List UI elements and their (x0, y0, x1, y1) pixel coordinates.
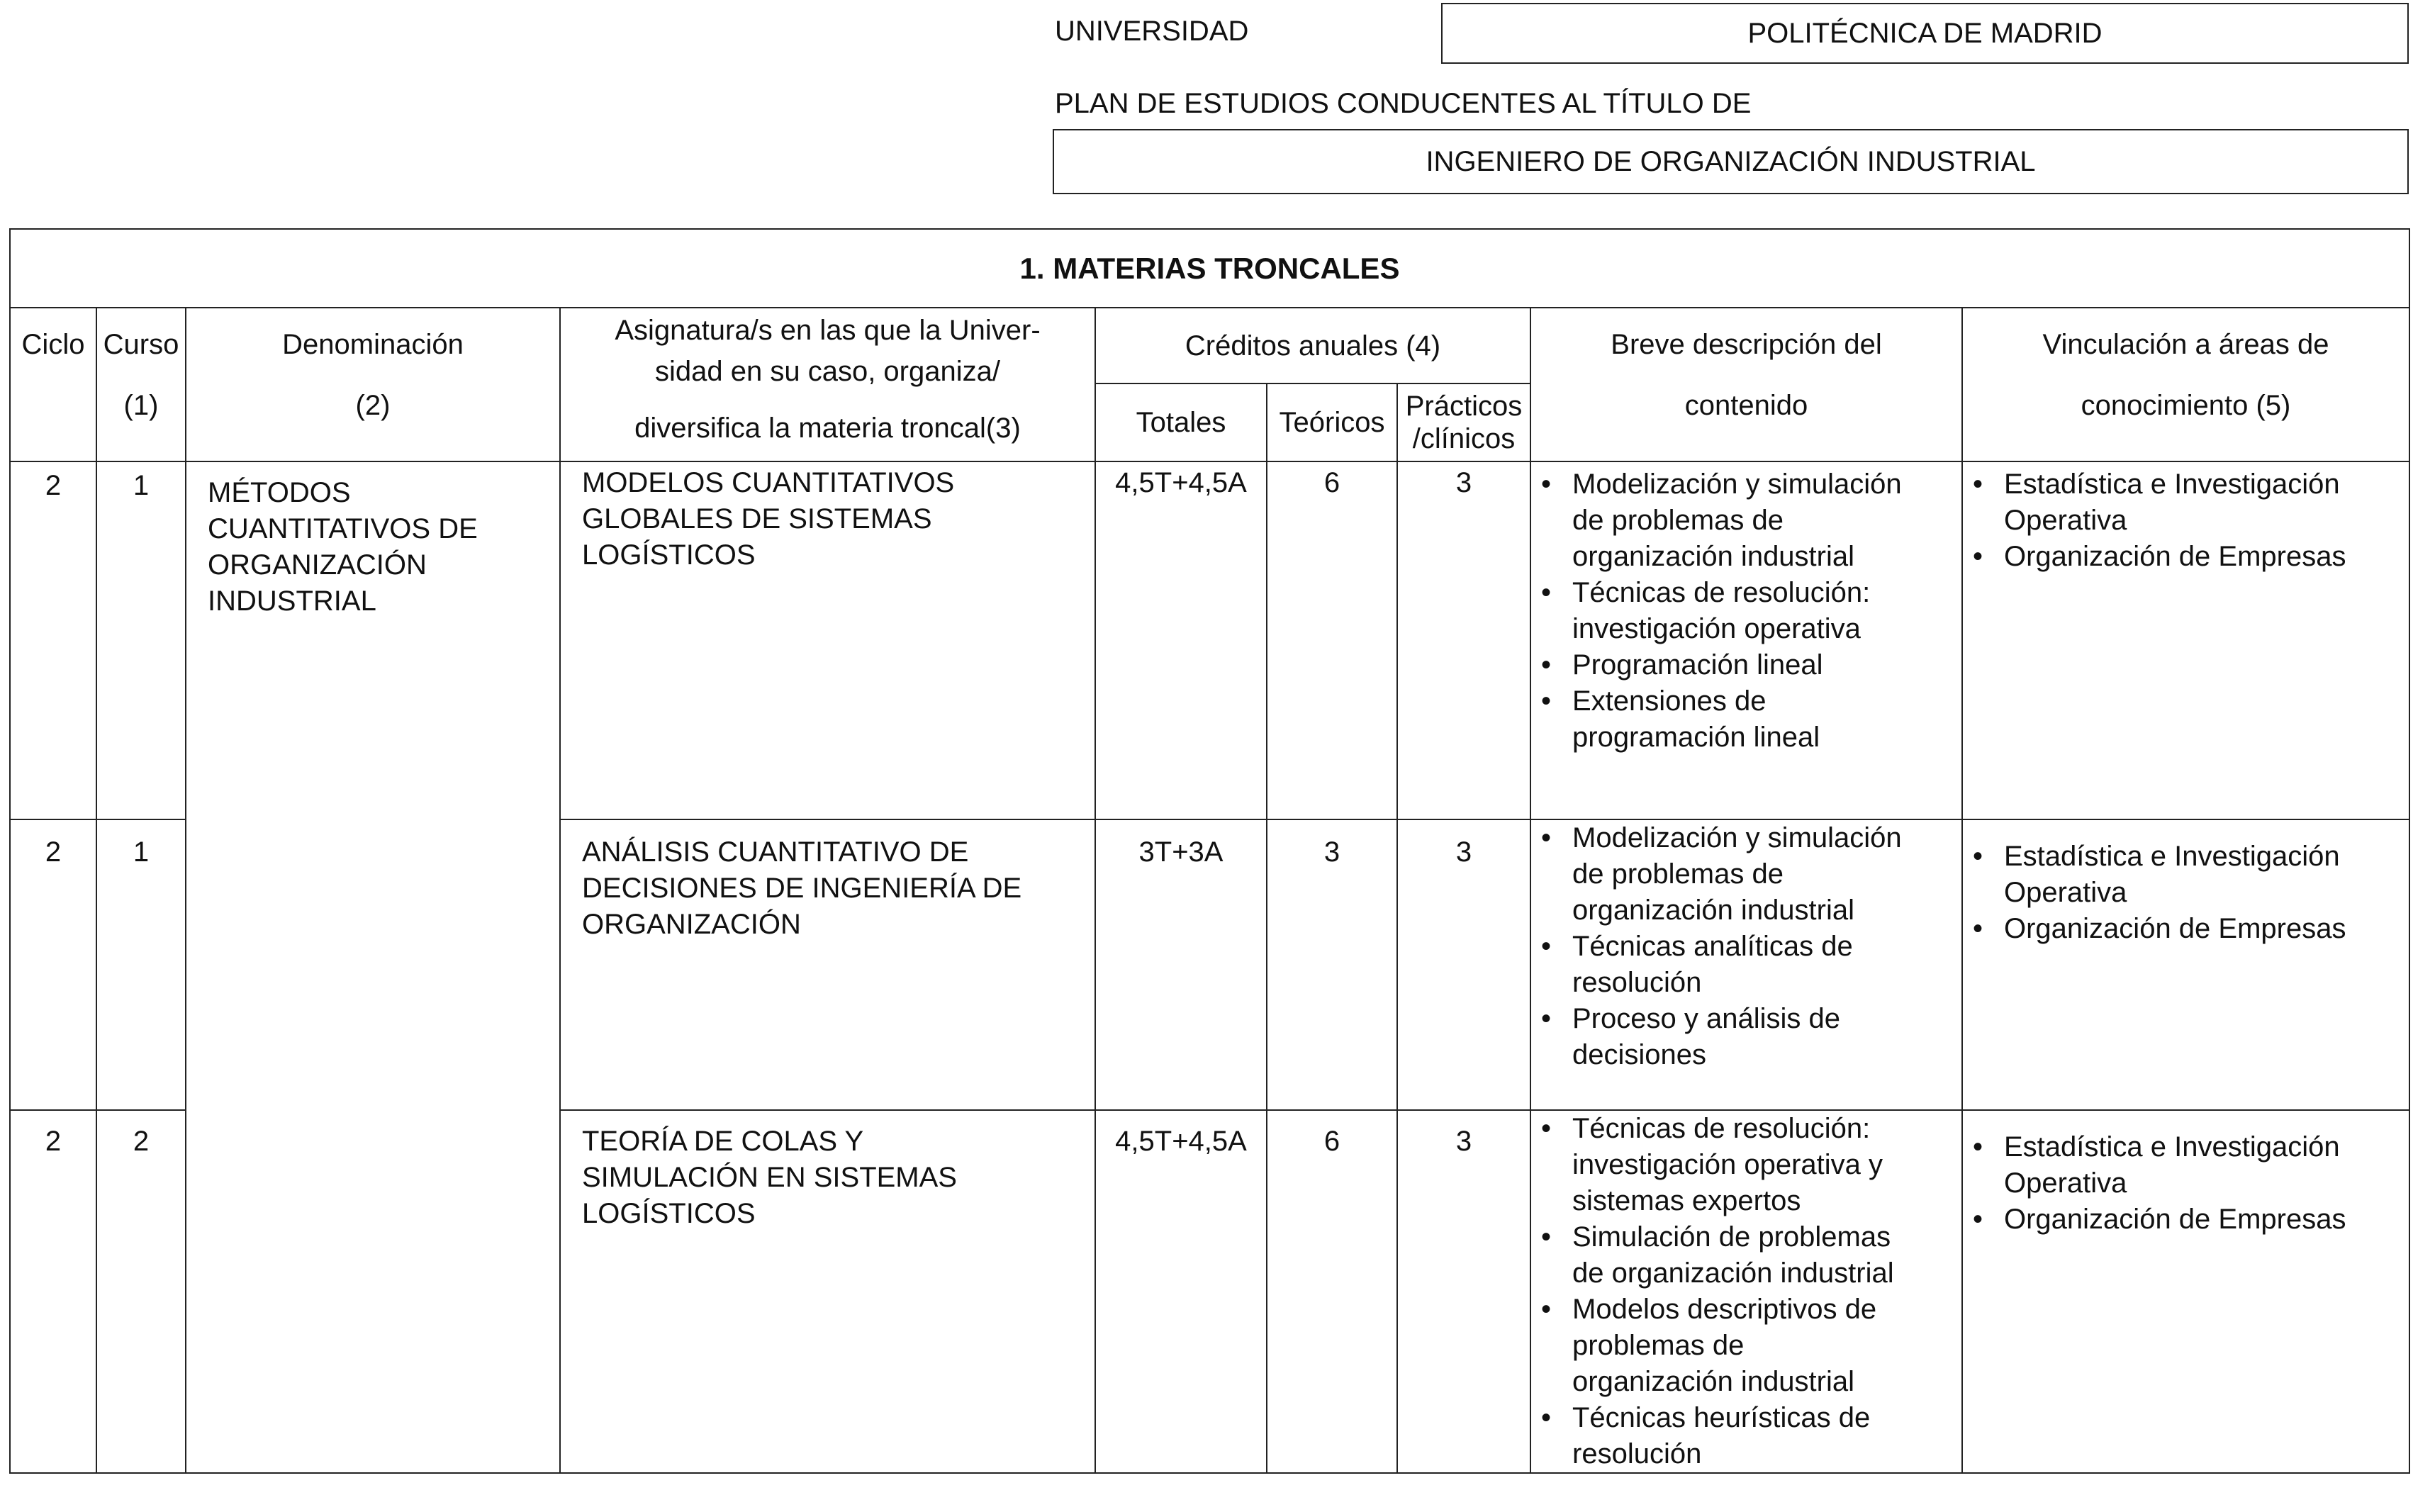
row1-asignatura (560, 461, 1095, 819)
row2-descripcion (1530, 819, 1962, 1110)
row2-asignatura (560, 819, 1095, 1110)
asignatura-line: LOGÍSTICOS (582, 539, 756, 571)
materias-troncales-table (9, 228, 2410, 1474)
list-item: • Organización de Empresas (2004, 1202, 2409, 1238)
asignatura-line: SIMULACIÓN EN SISTEMAS (582, 1162, 957, 1193)
list-item: • Técnicas de resolución: investigación operativa (1572, 575, 1961, 647)
practicos-label-line2: /clínicos (1412, 423, 1516, 454)
list-item: • Simulación de problemas de organización industrial (1572, 1219, 1961, 1292)
plan-label: PLAN DE ESTUDIOS CONDUCENTES AL TÍTULO DE (1055, 88, 1752, 119)
asignatura-line: GLOBALES DE SISTEMAS (582, 503, 932, 534)
descripcion-label-line1: Breve descripción del (1611, 329, 1882, 360)
col-descripcion-header (1530, 308, 1962, 461)
denominacion-label: Denominación (282, 329, 464, 360)
totales-label: Totales (1136, 407, 1226, 438)
col-teoricos-header (1267, 383, 1397, 461)
descripcion-label-line2: contenido (1684, 390, 1808, 421)
denominacion-line: MÉTODOS (208, 477, 351, 508)
row2-totales: 3T+3A (1095, 819, 1267, 1110)
asignatura-line: DECISIONES DE INGENIERÍA DE (582, 873, 1022, 904)
col-ciclo-header (10, 308, 96, 461)
universidad-label: UNIVERSIDAD (1055, 16, 1249, 47)
denominacion-cell (186, 461, 560, 1473)
teoricos-label: Teóricos (1279, 407, 1385, 438)
asignatura-header-line2: sidad en su caso, organiza/ (655, 356, 1000, 387)
row1-vinculacion (1962, 461, 2409, 819)
row2-teoricos: 3 (1267, 819, 1397, 1110)
practicos-label-line1: Prácticos (1405, 391, 1523, 422)
ciclo-label: Ciclo (21, 329, 85, 360)
asignatura-header-line1: Asignatura/s en las que la Univer- (615, 315, 1041, 346)
asignatura-line: LOGÍSTICOS (582, 1198, 756, 1229)
table-row (10, 461, 2409, 819)
curso-label: Curso (103, 329, 179, 360)
row1-practicos: 3 (1397, 461, 1530, 819)
col-denominacion-header (186, 308, 560, 461)
list-item: • Técnicas heurísticas de resolución (1572, 1400, 1961, 1472)
table-title: 1. MATERIAS TRONCALES (10, 229, 2409, 308)
col-creditos-header (1095, 308, 1530, 383)
row1-curso: 1 (96, 461, 186, 819)
denominacion-line: CUANTITATIVOS DE (208, 513, 478, 544)
row3-totales: 4,5T+4,5A (1095, 1110, 1267, 1473)
row1-totales: 4,5T+4,5A (1095, 461, 1267, 819)
curso-note: (1) (123, 390, 159, 421)
row1-teoricos: 6 (1267, 461, 1397, 819)
asignatura-line: TEORÍA DE COLAS Y (582, 1126, 864, 1157)
col-curso-header (96, 308, 186, 461)
row1-ciclo: 2 (10, 461, 96, 819)
list-item: • Proceso y análisis de decisiones (1572, 1001, 1961, 1073)
row3-curso: 2 (96, 1110, 186, 1473)
universidad-value: POLITÉCNICA DE MADRID (1747, 17, 2103, 49)
list-item: • Modelos descriptivos de problemas de organización industrial (1572, 1292, 1961, 1400)
col-vinculacion-header (1962, 308, 2409, 461)
list-item: • Técnicas de resolución: investigación operativa y sistemas expertos (1572, 1111, 1961, 1219)
titulo-value: INGENIERO DE ORGANIZACIÓN INDUSTRIAL (1426, 145, 2036, 177)
denominacion-note: (2) (355, 390, 391, 421)
row3-ciclo: 2 (10, 1110, 96, 1473)
row2-curso: 1 (96, 819, 186, 1110)
row3-teoricos: 6 (1267, 1110, 1397, 1473)
col-totales-header (1095, 383, 1267, 461)
denominacion-line: ORGANIZACIÓN (208, 549, 427, 581)
asignatura-header-line3: diversifica la materia troncal(3) (634, 413, 1021, 444)
row1-descripcion (1530, 461, 1962, 819)
row2-ciclo: 2 (10, 819, 96, 1110)
list-item: • Programación lineal (1572, 647, 1961, 683)
row2-vinculacion (1962, 819, 2409, 1110)
row2-practicos: 3 (1397, 819, 1530, 1110)
list-item: • Estadística e Investigación Operativa (2004, 466, 2409, 539)
list-item: • Estadística e Investigación Operativa (2004, 839, 2409, 911)
universidad-value-box (1441, 3, 2409, 64)
list-item: • Organización de Empresas (2004, 911, 2409, 947)
col-asignatura-header (560, 308, 1095, 461)
list-item: • Extensiones de programación lineal (1572, 683, 1961, 756)
vinculacion-label-line1: Vinculación a áreas de (2042, 329, 2329, 360)
vinculacion-label-line2: conocimiento (5) (2081, 390, 2291, 421)
row3-practicos: 3 (1397, 1110, 1530, 1473)
titulo-value-box (1053, 129, 2409, 194)
row3-descripcion (1530, 1110, 1962, 1473)
row3-asignatura (560, 1110, 1095, 1473)
list-item: • Organización de Empresas (2004, 539, 2409, 575)
list-item: • Técnicas analíticas de resolución (1572, 929, 1961, 1001)
asignatura-line: ORGANIZACIÓN (582, 909, 801, 940)
asignatura-line: MODELOS CUANTITATIVOS (582, 467, 955, 498)
row3-vinculacion (1962, 1110, 2409, 1473)
list-item: • Estadística e Investigación Operativa (2004, 1129, 2409, 1202)
col-practicos-header (1397, 383, 1530, 461)
asignatura-line: ANÁLISIS CUANTITATIVO DE (582, 836, 969, 868)
list-item: • Modelización y simulación de problemas de organización industrial (1572, 466, 1961, 575)
creditos-label: Créditos anuales (4) (1185, 330, 1441, 362)
list-item: • Modelización y simulación de problemas de organización industrial (1572, 820, 1961, 929)
denominacion-line: INDUSTRIAL (208, 586, 376, 617)
